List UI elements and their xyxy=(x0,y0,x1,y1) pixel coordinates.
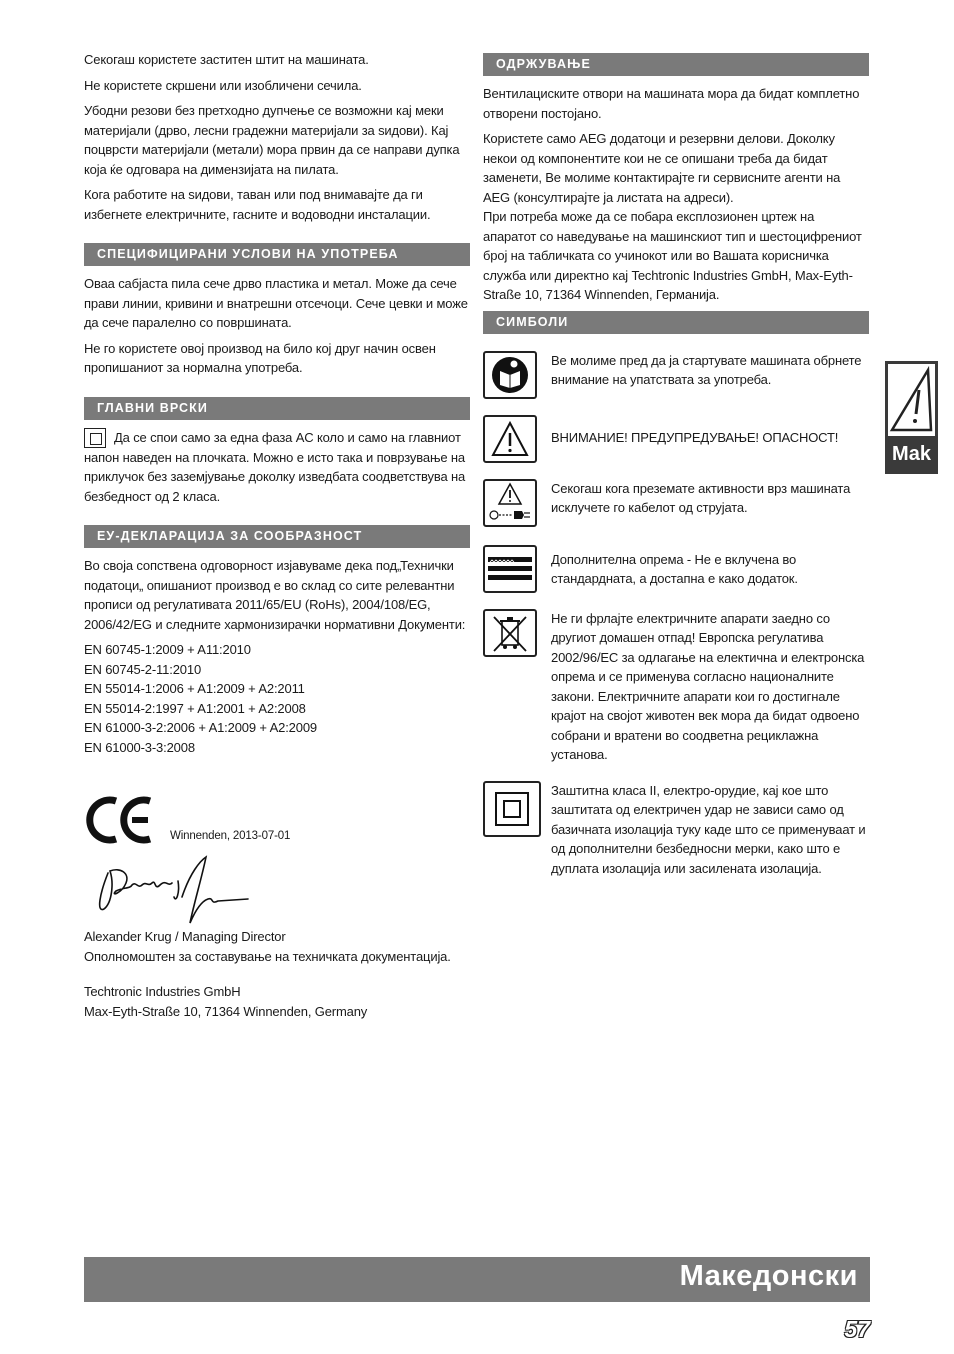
ce-block xyxy=(84,795,470,851)
company-name: Techtronic Industries GmbH xyxy=(84,984,241,999)
page-number: 57 xyxy=(844,1316,870,1342)
weee-bin-icon xyxy=(483,609,537,657)
intro-paragraph: Секогаш користете заститен штит на машината. xyxy=(84,52,369,67)
standard-item: EN 55014-2:1997 + A1:2001 + A2:2008 xyxy=(84,700,306,716)
language-tab-label: Mak xyxy=(892,443,931,465)
left-column xyxy=(84,50,470,1027)
class-ii-icon xyxy=(483,781,541,837)
intro-paragraph: Не користете скршени или изобличени сечила. xyxy=(84,77,362,93)
right-column xyxy=(483,53,869,890)
authorized-text: Ополномоштен за составување на техничката документација. xyxy=(84,948,451,964)
symbol-row xyxy=(483,479,869,531)
declaration-paragraph: Во своја сопствена одговорност изјавуваме дека под„Технички податоци„ опишаниот производ е во склад со сите релевантни прописи од регулативата 2011/65/EU (RoHs), 2004/108/EG, 2006/42/EG и следните хармонизирачки нормативни Документи: xyxy=(84,558,466,632)
company-address: Max-Eyth-Straße 10, 71364 Winnenden, Germany xyxy=(84,1003,368,1019)
language-title: Македонски xyxy=(679,1260,858,1292)
language-tab xyxy=(885,361,938,474)
symbol-row xyxy=(483,415,869,467)
symbol-row xyxy=(483,609,869,765)
standard-item: EN 55014-1:2006 + A1:2009 + A2:2011 xyxy=(84,681,305,696)
maintenance-paragraph: Вентилациските отвори на машината мора да бидат комплетно отворени постојано. xyxy=(483,86,860,121)
symbol-row xyxy=(483,351,869,403)
warning-triangle-icon xyxy=(483,415,537,463)
mains-text: Да се спои само за една фаза AC коло и само на главниот напон наведен на плочката. Можно е исто така и поврзување на приклучок без заземјување доколку изведбата соодветствува на безбедност од 2 класа. xyxy=(84,429,466,504)
section-header-symbols: СИМБОЛИ xyxy=(483,311,869,334)
footer-bar xyxy=(84,1257,870,1302)
symbol-text: Дополнителна опрема - Не е вклучена во стандардната, а достапна е како додаток. xyxy=(551,551,798,586)
symbol-text: Не ги фрлајте електричните апарати заедно со другиот домашен отпад! Европска регулатива 2002/96/EC за одлагање на електична и електронска опрема и се применува согласно националните закони. Електричните апарати кои го достигнале крајот на својот животен век мора да бидат одвоено собрани и вратени во соодветна рециклажна установа. xyxy=(551,610,865,762)
section-header-maintenance: ОДРЖУВАЊЕ xyxy=(483,53,869,76)
warning-triangle-icon xyxy=(888,364,935,436)
unplug-warning-icon xyxy=(483,479,537,527)
symbol-text: Секогаш кога преземате активности врз машината исклучете го кабелот од струјата. xyxy=(551,480,851,515)
read-manual-icon xyxy=(483,351,537,399)
maintenance-paragraph: При потреба може да се побара експлозионен цртеж на апаратот со наведување на машинскиот тип и шестоцифрениот број на табличката со учинокот или во Вашата корисничка служба или директно кај Techtronic Industries GmbH, Max-Eyth-Straße 10, 71364 Winnenden, Германија. xyxy=(483,209,862,302)
symbol-text: Ве молиме пред да ја стартувате машината обрнете внимание на упатствата за употреба. xyxy=(551,352,862,387)
symbol-row xyxy=(483,545,869,597)
maintenance-paragraph: Користете само AEG додатоци и резервни делови. Доколку некои од компонентите кои не се опишани треба да бидат заменети, Ве молиме контактирајте ги сервисните агенти на AEG (консултирајте ја листата на адреси). xyxy=(483,131,841,205)
usage-paragraph: Не го користете овој производ на било кој друг начин освен пропишаниот за нормална употреба. xyxy=(84,340,436,375)
standard-item: EN 61000-3-3:2008 xyxy=(84,739,195,755)
class-ii-icon xyxy=(84,428,106,448)
intro-paragraph: Кога работите на ѕидови, таван или под внимавајте да ги избегнете електричните, гасните и водоводни инсталации. xyxy=(84,187,431,222)
standard-item: EN 61000-3-2:2006 + A1:2009 + A2:2009 xyxy=(84,720,317,735)
intro-paragraph: Убодни резови без претходно дупчење се возможни кај меки материјали (дрво, лесни градежни материјали за ѕидови). Кај поцврсти материјали (метали) мора првин да се направи дупка која ќе одговара на димензијата на пилата. xyxy=(84,103,460,177)
section-header-usage: СПЕЦИФИЦИРАНИ УСЛОВИ НА УПОТРЕБА xyxy=(84,243,470,266)
ce-mark-icon xyxy=(86,795,156,845)
symbol-row xyxy=(483,781,869,879)
usage-paragraph: Оваа сабјаста пила сече дрво пластика и метал. Може да сече прави линии, кривини и внатрешни отсечоци. Сече цевки и може да сече паралелно со површината. xyxy=(84,276,468,330)
signer-name: Alexander Krug / Managing Director xyxy=(84,929,286,944)
accessory-icon xyxy=(483,545,537,593)
mains-paragraph xyxy=(84,428,470,507)
standards-list xyxy=(84,640,470,757)
standard-item: EN 60745-2-11:2010 xyxy=(84,661,202,677)
symbol-text: Заштитна класа II, електро-орудие, кај кое што заштитата од електричен удар не зависи само од базичната изолација туку каде што се применуваат и од дополнителни безбедносни мерки, како што е дуплата изолација или засилената изолација. xyxy=(551,782,866,876)
signature-image xyxy=(90,853,260,933)
standard-item: EN 60745-1:2009 + A11:2010 xyxy=(84,642,251,657)
section-header-mains: ГЛАВНИ ВРСКИ xyxy=(84,397,470,420)
symbol-text: ВНИМАНИЕ! ПРЕДУПРЕДУВАЊЕ! ОПАСНОСТ! xyxy=(551,429,839,445)
place-date: Winnenden, 2013-07-01 xyxy=(170,830,291,842)
section-header-declaration: ЕУ-ДЕКЛАРАЦИЈА ЗА СООБРАЗНОСТ xyxy=(84,525,470,548)
